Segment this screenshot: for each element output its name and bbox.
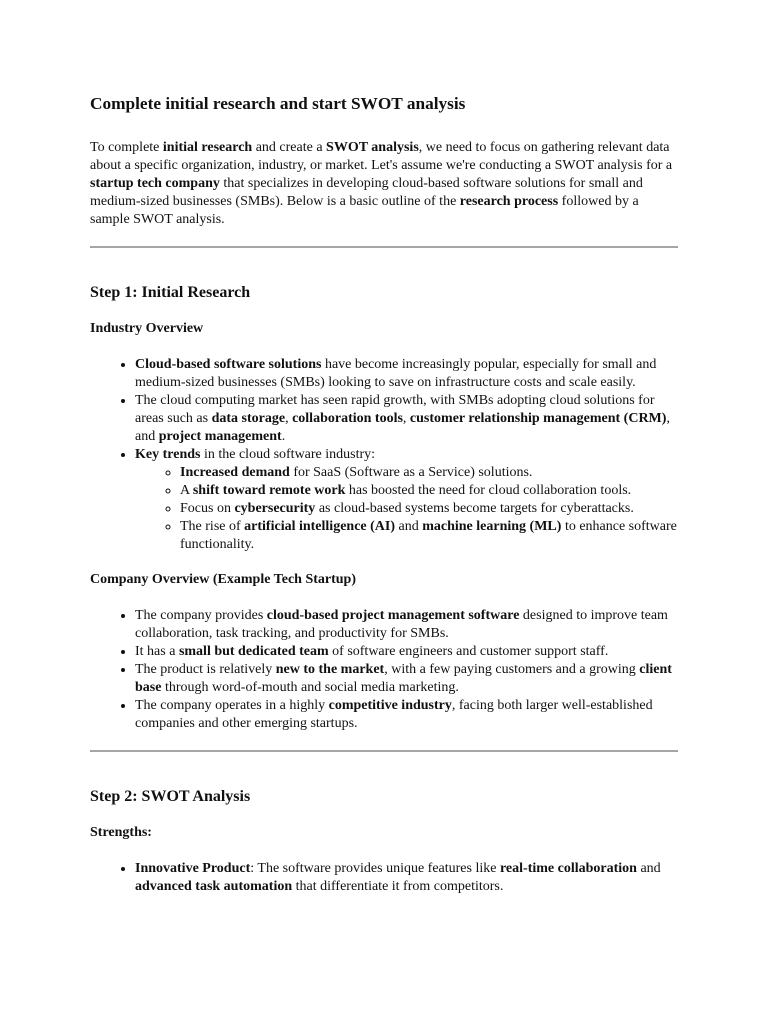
item-text: The company operates in a highly (135, 698, 329, 713)
item-text: The company provides (135, 608, 267, 623)
item-text: , and (135, 411, 670, 444)
item-emphasis: advanced task automation (135, 879, 293, 894)
sublist-item (180, 518, 678, 554)
item-text: , (285, 411, 293, 426)
item-text: . (281, 429, 286, 444)
item-emphasis: competitive industry (328, 698, 452, 713)
step2-heading: Step 2: SWOT Analysis (90, 788, 251, 805)
item-emphasis: client base (135, 662, 672, 695)
section-divider (90, 246, 678, 248)
industry-list (90, 356, 678, 554)
item-emphasis: small but dedicated team (178, 644, 329, 659)
item-text: , facing both larger well-established companies and other emerging startups. (135, 698, 653, 731)
item-emphasis: cybersecurity (234, 501, 316, 516)
intro-emphasis: startup tech company (90, 176, 220, 191)
intro-text: To complete (90, 140, 163, 155)
item-text: , with a few paying customers and a growing (384, 662, 640, 677)
item-emphasis: artificial intelligence (AI) (244, 519, 395, 534)
sublist-item (180, 464, 678, 482)
item-emphasis: real-time collaboration (499, 861, 637, 876)
item-emphasis: Cloud-based software solutions (135, 357, 322, 372)
key-trends-sublist (135, 464, 678, 554)
item-emphasis: cloud-based project management software (266, 608, 520, 623)
list-item (135, 860, 678, 896)
item-text: of software engineers and customer support staff. (328, 644, 609, 659)
item-text: has boosted the need for cloud collaboration tools. (345, 483, 632, 498)
item-text: to enhance software functionality. (180, 519, 677, 552)
strengths-list (90, 860, 678, 896)
sublist-item (180, 500, 678, 518)
item-emphasis: project management (158, 429, 282, 444)
item-text: for SaaS (Software as a Service) solutions. (289, 465, 533, 480)
item-emphasis: Increased demand (180, 465, 290, 480)
list-item (135, 607, 678, 643)
document-title: Complete initial research and start SWOT analysis (90, 94, 466, 113)
item-text: It has a (135, 644, 179, 659)
item-text: , (402, 411, 410, 426)
intro-paragraph (90, 139, 678, 229)
item-emphasis: Key trends (135, 447, 201, 462)
item-emphasis: Innovative Product (135, 861, 251, 876)
list-item (135, 392, 678, 446)
item-text: in the cloud software industry: (200, 447, 376, 462)
list-item (135, 661, 678, 697)
intro-emphasis: research process (459, 194, 559, 209)
item-text: have become increasingly popular, especially for small and medium-sized businesses (SMBs) looking to save on infrastructure costs and scale easily. (135, 357, 657, 390)
intro-text: that specializes in developing cloud-based software solutions for small and medium-sized businesses (SMBs). Below is a basic outline of the (90, 176, 643, 209)
item-emphasis: new to the market (275, 662, 385, 677)
intro-text: , we need to focus on gathering relevant data about a specific organization, industry, or market. Let's assume we're conducting a SWOT analysis for a (90, 140, 673, 173)
item-text: as cloud-based systems become targets for cyberattacks. (315, 501, 634, 516)
company-list (90, 607, 678, 733)
item-text: The cloud computing market has seen rapid growth, with SMBs adopting cloud solutions for areas such as (135, 393, 655, 426)
item-emphasis: machine learning (ML) (422, 519, 562, 534)
item-text: The product is relatively (135, 662, 276, 677)
company-overview-heading: Company Overview (Example Tech Startup) (90, 572, 356, 587)
list-item (135, 356, 678, 392)
item-text: Focus on (180, 501, 235, 516)
item-text: designed to improve team collaboration, task tracking, and productivity for SMBs. (135, 608, 668, 641)
intro-text: and create a (252, 140, 327, 155)
strengths-heading: Strengths: (90, 825, 152, 840)
intro-emphasis: initial research (162, 140, 253, 155)
list-item (135, 643, 678, 661)
item-text: through word-of-mouth and social media marketing. (161, 680, 459, 695)
item-text: and (636, 861, 661, 876)
intro-emphasis: SWOT analysis (326, 140, 419, 155)
item-emphasis: customer relationship management (CRM) (409, 411, 667, 426)
section-divider (90, 750, 678, 752)
list-item (135, 697, 678, 733)
item-text: The rise of (180, 519, 245, 534)
sublist-item (180, 482, 678, 500)
item-text: A (180, 483, 193, 498)
item-emphasis: collaboration tools (292, 411, 403, 426)
intro-text: followed by a sample SWOT analysis. (90, 194, 639, 227)
list-item (135, 446, 678, 554)
item-emphasis: shift toward remote work (192, 483, 346, 498)
industry-overview-heading: Industry Overview (90, 321, 204, 336)
item-text: : The software provides unique features like (250, 861, 500, 876)
item-emphasis: data storage (211, 411, 286, 426)
step1-heading: Step 1: Initial Research (90, 284, 251, 301)
item-text: and (395, 519, 423, 534)
item-text: that differentiate it from competitors. (292, 879, 504, 894)
